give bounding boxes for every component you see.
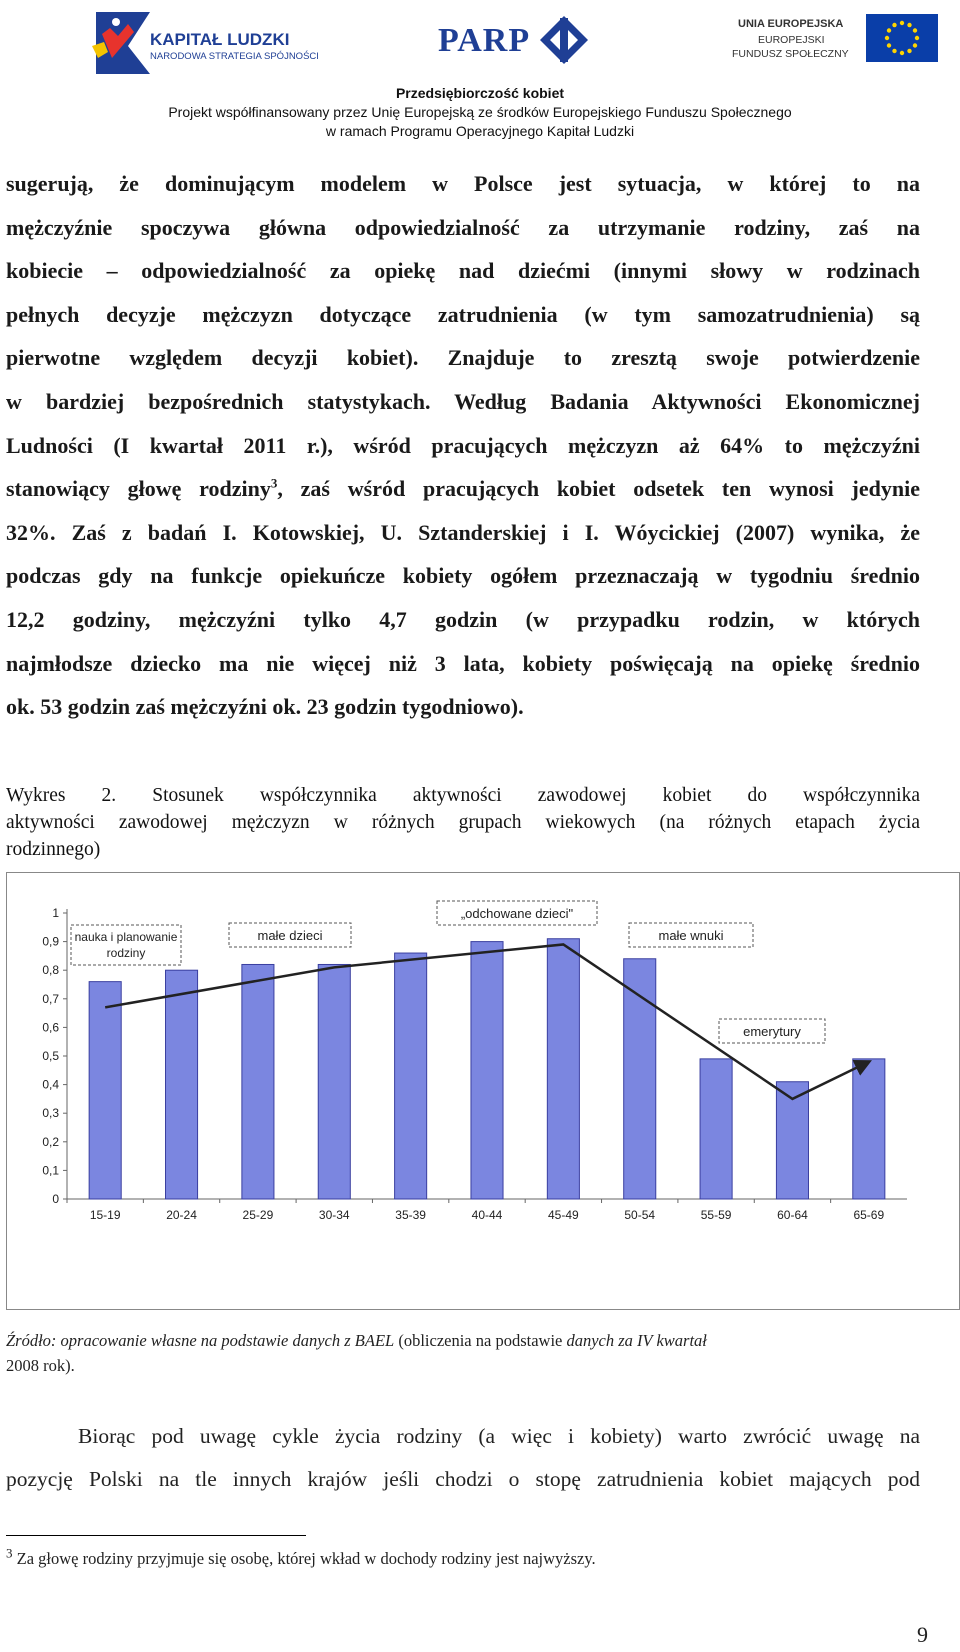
para1-line: w bardziej bezpośrednich statystykach. Według Badania Aktywności Ekonomicznej	[6, 388, 920, 414]
bar	[547, 939, 579, 1199]
footnote-text: Za głowę rodziny przyjmuje się osobę, której wkład w dochody rodziny jest najwyższy.	[12, 1549, 596, 1568]
y-tick-label: 0,8	[42, 963, 59, 978]
para1-line: najmłodsze dziecko ma nie więcej niż 3 lata, kobiety poświęcają na opiekę średnio	[6, 650, 920, 676]
footnote-mark: 3	[6, 1545, 13, 1561]
eu-star-icon	[907, 23, 911, 27]
eu-logo	[732, 14, 938, 66]
source-italic-1: Źródło: opracowanie własne na podstawie danych z BAEL	[6, 1331, 395, 1350]
bar	[242, 964, 274, 1199]
chart-frame	[6, 872, 960, 1310]
x-tick-label: 20-24	[166, 1208, 197, 1222]
annotation-nauka-line2: rodziny	[106, 946, 146, 960]
source-plain: (obliczenia na podstawie	[394, 1331, 567, 1350]
x-tick-label: 55-59	[700, 1208, 732, 1222]
y-tick-label: 0,5	[42, 1049, 59, 1063]
eu-line1: UNIA EUROPEJSKA	[738, 18, 844, 30]
eu-star-icon	[892, 49, 896, 53]
parp-logo	[438, 12, 608, 72]
paragraph-2	[6, 1415, 920, 1501]
y-tick-label: 0,3	[42, 1106, 59, 1121]
source-line2: 2008 rok).	[6, 1356, 75, 1375]
eu-star-icon	[887, 43, 891, 47]
header-title: Przedsiębiorczość kobiet	[395, 85, 565, 101]
footnote-reference[interactable]: 3	[270, 475, 278, 491]
para1-line: Ludności (I kwartał 2011 r.), wśród pracujących mężczyzn aż 64% to mężczyźni	[6, 432, 920, 458]
parp-emblem-icon	[538, 14, 590, 66]
eu-star-icon	[885, 36, 889, 40]
x-tick-label: 30-34	[318, 1208, 350, 1222]
bar	[471, 942, 503, 1199]
kapital-ludzki-emblem-icon	[88, 6, 158, 78]
para1-line: 32%. Zaś z badań I. Kotowskiej, U. Sztanderskiej i I. Wóycickiej (2007) wynika, że	[6, 519, 920, 545]
eu-line2: EUROPEJSKI	[758, 34, 825, 46]
x-tick-label: 25-29	[242, 1208, 274, 1222]
para1-text: , zaś wśród pracujących kobiet odsetek ten wynosi jedynie	[277, 476, 920, 502]
para1-line: podczas gdy na funkcje opiekuńcze kobiety ogółem przeznaczają w tygodniu średnio	[6, 563, 920, 589]
annotation-emerytury: emerytury	[743, 1024, 801, 1039]
para1-text: stanowiący głowę rodziny	[6, 476, 271, 502]
annotation-male-wnuki: małe wnuki	[658, 928, 724, 943]
bar	[395, 953, 427, 1199]
kapital-ludzki-logo	[88, 6, 328, 78]
eu-flag-icon	[866, 14, 938, 62]
header-line2: w ramach Programu Operacyjnego Kapitał Ludzki	[325, 123, 635, 139]
para1-line-with-footnote	[6, 467, 920, 511]
kapital-ludzki-subtitle: NARODOWA STRATEGIA SPÓJNOŚCI	[150, 51, 319, 62]
para1-line: sugerują, że dominującym modelem w Polsce jest sytuacja, w której to na	[6, 171, 920, 196]
y-tick-label: 0,9	[42, 934, 59, 949]
x-tick-label: 15-19	[89, 1208, 121, 1222]
x-tick-label: 40-44	[471, 1208, 503, 1222]
y-tick-label: 0,6	[42, 1020, 59, 1035]
parp-name: PARP	[438, 22, 531, 59]
para1-line: pełnych decyzje mężczyzn dotyczące zatrudnienia (w tym samozatrudnienia) są	[6, 301, 920, 327]
bar	[89, 982, 121, 1199]
annotation-odchowane-dzieci: „odchowane dzieci"	[460, 906, 574, 921]
eu-star-icon	[913, 43, 917, 47]
para1-line: pierwotne względem decyzji kobiet). Znajduje to zresztą swoje potwierdzenie	[6, 345, 920, 371]
eu-star-icon	[887, 28, 891, 32]
eu-star-icon	[907, 49, 911, 53]
para2-line: pozycję Polski na tle innych krajów jeśli chodzi o stopę zatrudnienia kobiet mających pod	[6, 1467, 920, 1491]
y-tick-label: 1	[52, 906, 59, 920]
annotation-male-dzieci: małe dzieci	[257, 928, 323, 943]
eu-line3: FUNDUSZ SPOŁECZNY	[732, 48, 849, 60]
page-header	[0, 0, 960, 150]
caption-line: rodzinnego)	[6, 839, 101, 860]
para1-line: kobiecie – odpowiedzialność za opiekę nad dziećmi (innymi słowy w rodzinach	[6, 258, 920, 284]
para1-line: mężczyźnie spoczywa główna odpowiedzialność za utrzymanie rodziny, zaś na	[6, 214, 920, 240]
x-tick-label: 60-64	[777, 1208, 808, 1222]
y-tick-label: 0,1	[42, 1163, 59, 1178]
header-text	[0, 84, 960, 141]
y-tick-label: 0,7	[42, 991, 59, 1006]
para1-line: ok. 53 godzin zaś mężczyźni ok. 23 godzin tygodniowo).	[6, 694, 524, 720]
y-tick-label: 0,4	[42, 1077, 59, 1092]
caption-line: Wykres 2. Stosunek współczynnika aktywności zawodowej kobiet do współczynnika	[6, 785, 920, 806]
header-line1: Projekt współfinansowany przez Unię Europejską ze środków Europejskiego Funduszu Społecznego	[168, 104, 792, 120]
x-tick-label: 45-49	[548, 1208, 579, 1222]
kapital-ludzki-title: KAPITAŁ LUDZKI	[150, 30, 290, 49]
paragraph-1	[6, 162, 920, 729]
x-tick-label: 50-54	[624, 1208, 656, 1222]
bar	[166, 970, 198, 1199]
caption-line: aktywności zawodowej mężczyzn w różnych grupach wiekowych (na różnych etapach życia	[6, 812, 920, 833]
bar-chart	[7, 873, 959, 1309]
footnote-divider	[6, 1535, 306, 1536]
source-italic-2: danych za IV kwartał	[566, 1331, 707, 1350]
y-tick-label: 0,2	[42, 1134, 59, 1149]
eu-star-icon	[913, 28, 917, 32]
bar	[318, 964, 350, 1199]
x-tick-label: 65-69	[853, 1208, 885, 1222]
eu-star-icon	[892, 23, 896, 27]
bar	[700, 1059, 732, 1199]
annotation-nauka-line1: nauka i planowanie	[74, 930, 178, 944]
footnote	[6, 1545, 920, 1570]
x-tick-label: 35-39	[395, 1208, 426, 1222]
para2-line: Biorąc pod uwagę cykle życia rodziny (a więc i kobiety) warto zwrócić uwagę na	[78, 1424, 920, 1448]
para1-line: 12,2 godziny, mężczyźni tylko 4,7 godzin (w przypadku rodzin, w których	[6, 606, 920, 632]
chart-caption	[6, 782, 920, 863]
eu-star-icon	[915, 36, 919, 40]
chart-source	[6, 1328, 920, 1378]
eu-star-icon	[900, 51, 904, 55]
page-number: 9	[917, 1622, 928, 1647]
y-tick-label: 0	[52, 1192, 59, 1206]
bar	[853, 1059, 885, 1199]
eu-star-icon	[900, 21, 904, 25]
